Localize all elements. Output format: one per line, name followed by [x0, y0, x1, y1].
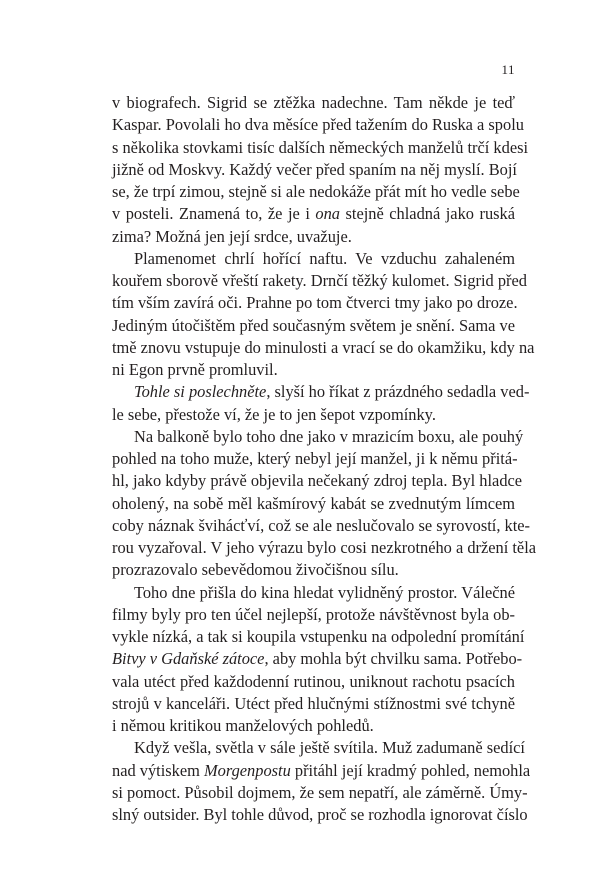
paragraph — [112, 381, 530, 426]
text-segment: Jediným útočištěm před současným světem je snění. Sama ve — [112, 315, 515, 335]
text-line — [112, 648, 523, 670]
text-line — [112, 782, 528, 804]
text-segment: tmě znovu vstupuje do minulosti a vrací se do okamžiku, kdy na — [112, 337, 535, 357]
text-segment: Plamenomet chrlí hořící naftu. Ve vzduchu zahaleném — [134, 248, 515, 268]
text-line — [112, 337, 535, 359]
text-segment: Toho dne přišla do kina hledat vylidněný prostor. Válečné — [134, 582, 515, 602]
text-line — [112, 626, 525, 648]
text-segment: le sebe, přestože ví, že je to jen šepot vzpomínky. — [112, 404, 436, 424]
italic-text: Tohle si poslechněte — [134, 382, 267, 402]
text-segment: , aby mohla být chvilku sama. Potřebo- — [264, 649, 523, 669]
paragraph — [112, 582, 525, 738]
italic-text: Bitvy v Gdaňské zátoce — [112, 649, 265, 669]
text-line — [112, 448, 518, 470]
body-text — [112, 92, 537, 826]
text-segment: pohled na toho muže, který nebyl její manžel, ji k němu přitá- — [112, 449, 518, 468]
text-segment: i němou kritikou manželových pohledů. — [112, 716, 374, 735]
text-segment: , slyší ho říkat z prázdného sedadla ved- — [266, 382, 530, 402]
text-segment: stejně chladná jako ruská — [340, 204, 515, 224]
paragraph — [112, 248, 535, 382]
text-segment: slný outsider. Byl tohle důvod, proč se rozhodla ignorovat číslo — [112, 805, 528, 824]
text-line — [112, 226, 515, 248]
text-segment: tím vším zavírá oči. Prahne po tom čtverci tmy jako po droze. — [112, 293, 518, 313]
text-segment: v biografech. Sigrid se ztěžka nadechne. Tam někde je teď — [112, 93, 515, 112]
text-segment: si pomoct. Působil dojmem, že sem nepatří, ale záměrně. Úmy- — [112, 782, 528, 802]
text-segment: vykle nízká, a tak si koupila vstupenku na odpolední promítání — [112, 627, 525, 646]
text-segment: filmy byly pro ten účel nejlepší, protože návštěvnost byla ob- — [112, 604, 515, 624]
text-line — [112, 559, 515, 581]
text-segment: zima? Možná jen její srdce, uvažuje. — [112, 226, 352, 246]
text-line — [112, 426, 524, 448]
text-segment: strojů v kanceláři. Utéct před hlučnými stížnostmi své tchyně — [112, 693, 515, 713]
text-segment: kouřem sborově vřeští rakety. Drnčí těžký kulomet. Sigrid před — [112, 271, 527, 290]
text-segment: Na balkoně bylo toho dne jako v mrazicím boxu, ale pouhý — [134, 426, 524, 446]
text-line — [112, 137, 529, 159]
page-number: 11 — [501, 62, 515, 77]
text-segment: s několika stovkami tisíc dalších německých manželů trčí kdesi — [112, 137, 529, 157]
text-line — [112, 292, 518, 314]
text-line — [112, 359, 515, 381]
text-line — [112, 92, 515, 114]
text-line — [112, 114, 524, 136]
text-line — [112, 715, 515, 737]
italic-text: Morgenpostu — [203, 760, 291, 780]
text-segment: hl, jako kdyby právě objevila nečekaný zdroj tepla. Byl hladce — [112, 471, 523, 491]
text-line — [112, 270, 527, 292]
text-segment: rou vyzařoval. V jeho výrazu bylo cosi nezkrotného a držení těla — [112, 538, 537, 557]
text-segment: oholený, na sobě měl kašmírový kabát se zvednutým límcem — [112, 493, 515, 513]
text-segment: ni Egon prvně promluvil. — [112, 360, 278, 379]
text-line — [112, 404, 515, 426]
paragraph — [112, 426, 537, 582]
text-line — [112, 248, 515, 270]
text-line — [112, 203, 515, 225]
paragraph — [112, 737, 531, 826]
text-segment: vala utéct před každodenní rutinou, uniknout rachotu psacích — [112, 671, 515, 691]
text-line — [112, 760, 531, 782]
text-segment: jižně od Moskvy. Každý večer před spaním na něj myslí. Bojí — [112, 159, 517, 179]
text-line — [112, 604, 515, 626]
text-line — [112, 515, 531, 537]
text-segment: coby náznak švihácťví, což se ale neslučovalo se syrovostí, kte- — [112, 515, 531, 535]
text-segment: prozrazovalo sebevědomou živočišnou sílu. — [112, 560, 399, 580]
text-segment: Kaspar. Povolali ho dva měsíce před tažením do Ruska a spolu — [112, 115, 524, 135]
text-line — [112, 493, 515, 515]
text-line — [112, 381, 530, 403]
paragraph — [112, 92, 529, 248]
text-segment: nad výtiskem — [112, 760, 204, 780]
italic-text: ona — [315, 204, 340, 224]
text-line — [112, 582, 515, 604]
text-segment: se, že trpí zimou, stejně si ale nedokáže přát mít ho vedle sebe — [112, 182, 520, 201]
text-segment: Když vešla, světla v sále ještě svítila. Muž zadumaně sedící — [134, 738, 525, 758]
text-segment: v posteli. Znamená to, že je i — [112, 204, 316, 224]
text-line — [112, 315, 515, 337]
text-line — [112, 693, 515, 715]
text-line — [112, 181, 520, 203]
text-line — [112, 470, 523, 492]
text-line — [112, 804, 528, 826]
text-segment: přitáhl její kradmý pohled, nemohla — [290, 760, 531, 780]
text-line — [112, 737, 525, 759]
text-line — [112, 159, 515, 181]
text-line — [112, 671, 515, 693]
text-line — [112, 537, 537, 559]
